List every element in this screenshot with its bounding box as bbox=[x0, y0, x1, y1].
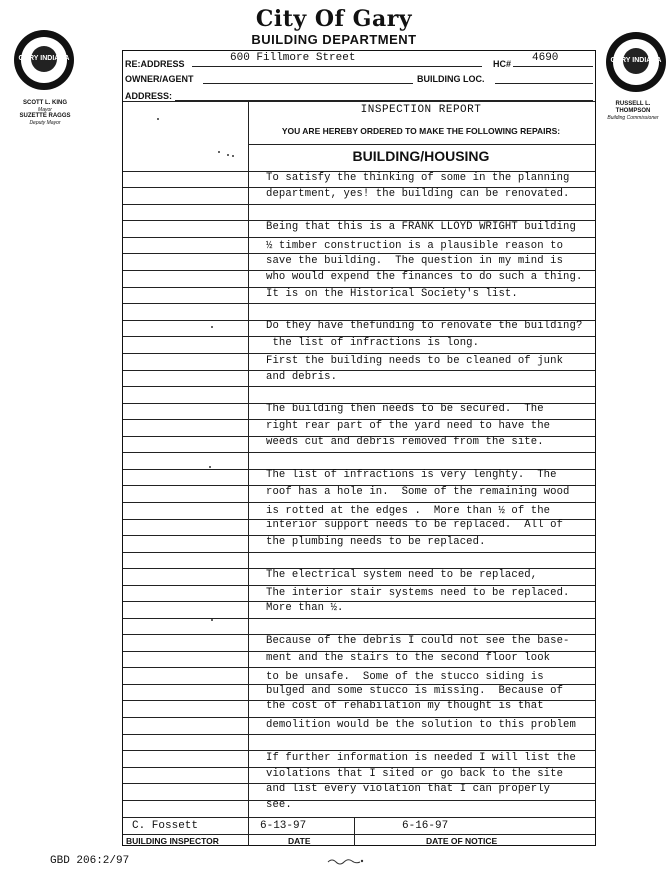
owner-agent-label: OWNER/AGENT bbox=[125, 74, 194, 84]
document-id: GBD 206:2/97 bbox=[50, 855, 130, 867]
report-line: bulged and some stucco is missing. Because of bbox=[266, 685, 564, 697]
notice-date: 6-16-97 bbox=[402, 820, 449, 832]
footer-divider-2 bbox=[354, 817, 355, 846]
ruled-line bbox=[123, 253, 595, 254]
report-line: Because of the debris I could not see the base- bbox=[266, 635, 570, 647]
inspection-date: 6-13-97 bbox=[260, 820, 307, 832]
ruled-line bbox=[123, 386, 595, 387]
report-line: the cost of rehabilation my thought is that bbox=[266, 700, 544, 712]
report-line: It is on the Historical Society's list. bbox=[266, 288, 518, 300]
column-divider bbox=[248, 101, 249, 817]
inspection-report-title: INSPECTION REPORT bbox=[360, 104, 482, 116]
commissioner-name: RUSSELL L. THOMPSON bbox=[615, 101, 651, 114]
ruled-line bbox=[123, 717, 595, 718]
scan-speck bbox=[211, 619, 213, 621]
scan-speck bbox=[209, 466, 211, 468]
repair-order-text: YOU ARE HEREBY ORDERED TO MAKE THE FOLLOWING REPAIRS: bbox=[281, 126, 561, 136]
report-line: The electrical system need to be replaced, bbox=[266, 569, 538, 581]
building-loc-underline bbox=[495, 83, 593, 84]
report-line: The interior stair systems need to be replaced. bbox=[266, 587, 570, 599]
report-line: ½ timber construction is a plausible reason to bbox=[266, 240, 564, 252]
ruled-line bbox=[123, 618, 595, 619]
ruled-line bbox=[123, 237, 595, 238]
date-of-notice-label: DATE OF NOTICE bbox=[426, 836, 498, 846]
report-line: To satisfy the thinking of some in the planning bbox=[266, 172, 570, 184]
deputy-mayor-name: SUZETTE RAGGS bbox=[19, 113, 71, 119]
report-line: ment and the stairs to the second floor look bbox=[266, 652, 551, 664]
report-line: The building then needs to be secured. The bbox=[266, 403, 544, 415]
city-seal-left bbox=[14, 30, 74, 90]
address-label: ADDRESS: bbox=[125, 91, 173, 101]
re-address-label: RE:ADDRESS bbox=[125, 59, 185, 69]
department-title: BUILDING DEPARTMENT bbox=[251, 32, 417, 47]
ruled-line bbox=[123, 303, 595, 304]
date-label: DATE bbox=[288, 836, 311, 846]
report-line: Being that this is a FRANK LLOYD WRIGHT building bbox=[266, 221, 576, 233]
ruled-line bbox=[123, 750, 595, 751]
ruled-line bbox=[123, 667, 595, 668]
seal-text-right: GARY INDIANA bbox=[610, 57, 662, 64]
report-line: save the building. The question in my mind is bbox=[266, 255, 564, 267]
ruled-line bbox=[123, 800, 595, 801]
ruled-line bbox=[123, 370, 595, 371]
inspector-name: C. Fossett bbox=[132, 820, 199, 832]
scan-speck bbox=[211, 326, 213, 328]
commissioner-block bbox=[598, 101, 668, 121]
ruled-line bbox=[123, 734, 595, 735]
ruled-line bbox=[123, 353, 595, 354]
scan-speck bbox=[232, 155, 234, 157]
report-line: roof has a hole in. Some of the remaining wood bbox=[266, 486, 570, 498]
report-line: demolition would be the solution to this problem bbox=[266, 719, 576, 731]
report-line: to be unsafe. Some of the stucco siding is bbox=[266, 671, 544, 683]
city-seal-right bbox=[606, 32, 666, 92]
report-line: and debris. bbox=[266, 371, 338, 383]
ruled-line bbox=[123, 601, 595, 602]
report-line: More than ½. bbox=[266, 602, 344, 614]
scan-speck bbox=[218, 151, 220, 153]
ruled-line bbox=[123, 502, 595, 503]
report-line: Do they have thefunding to renovate the building? bbox=[266, 320, 583, 332]
report-line: see. bbox=[266, 799, 292, 811]
report-line: violations that I sited or go back to the site bbox=[266, 768, 564, 780]
report-line: department, yes! the building can be renovated. bbox=[266, 188, 570, 200]
mayor-block bbox=[0, 100, 90, 126]
owner-underline bbox=[203, 83, 413, 84]
report-line: interior support needs to be replaced. All of bbox=[266, 519, 564, 531]
building-loc-label: BUILDING LOC. bbox=[417, 74, 485, 84]
ruled-line bbox=[123, 452, 595, 453]
footer-label-divider bbox=[123, 834, 595, 835]
city-title: City Of Gary bbox=[255, 6, 413, 32]
footer-divider-1 bbox=[248, 817, 249, 846]
commissioner-role: Building Commissioner bbox=[607, 115, 659, 121]
hc-value: 4690 bbox=[532, 52, 559, 64]
inspector-label: BUILDING INSPECTOR bbox=[126, 836, 219, 846]
report-line: the list of infractions is long. bbox=[266, 337, 480, 349]
deputy-mayor-role: Deputy Mayor bbox=[29, 120, 61, 126]
report-line: If further information is needed I will list the bbox=[266, 752, 576, 764]
mayor-role: Mayor bbox=[38, 107, 52, 113]
seal-text-left: GARY INDIANA bbox=[18, 55, 70, 62]
re-address-underline bbox=[192, 66, 482, 67]
printer-mark-icon bbox=[326, 852, 366, 860]
report-line: the plumbing needs to be replaced. bbox=[266, 536, 486, 548]
hc-underline bbox=[513, 66, 593, 67]
report-line: and list every violation that I can properly bbox=[266, 783, 551, 795]
scan-speck bbox=[227, 154, 229, 156]
ruled-line bbox=[123, 552, 595, 553]
report-line: First the building needs to be cleaned of junk bbox=[266, 355, 564, 367]
report-line: who would expend the finances to do such a thing. bbox=[266, 271, 583, 283]
hc-label: HC# bbox=[493, 59, 512, 69]
re-address-value: 600 Fillmore Street bbox=[230, 52, 356, 64]
order-divider bbox=[248, 144, 595, 145]
report-line: weeds cut and debris removed from the site. bbox=[266, 436, 544, 448]
report-line: right rear part of the yard need to have the bbox=[266, 420, 551, 432]
scan-speck bbox=[157, 118, 159, 120]
ruled-line bbox=[123, 585, 595, 586]
ruled-line bbox=[123, 204, 595, 205]
section-title: BUILDING/HOUSING bbox=[352, 148, 490, 164]
footer-top-divider bbox=[123, 817, 595, 818]
address-row-divider bbox=[123, 101, 595, 102]
mayor-name: SCOTT L. KING bbox=[23, 100, 67, 106]
report-line: is rotted at the edges . More than ½ of the bbox=[266, 505, 551, 517]
report-line: The list of infractions is very lenghty. The bbox=[266, 469, 557, 481]
